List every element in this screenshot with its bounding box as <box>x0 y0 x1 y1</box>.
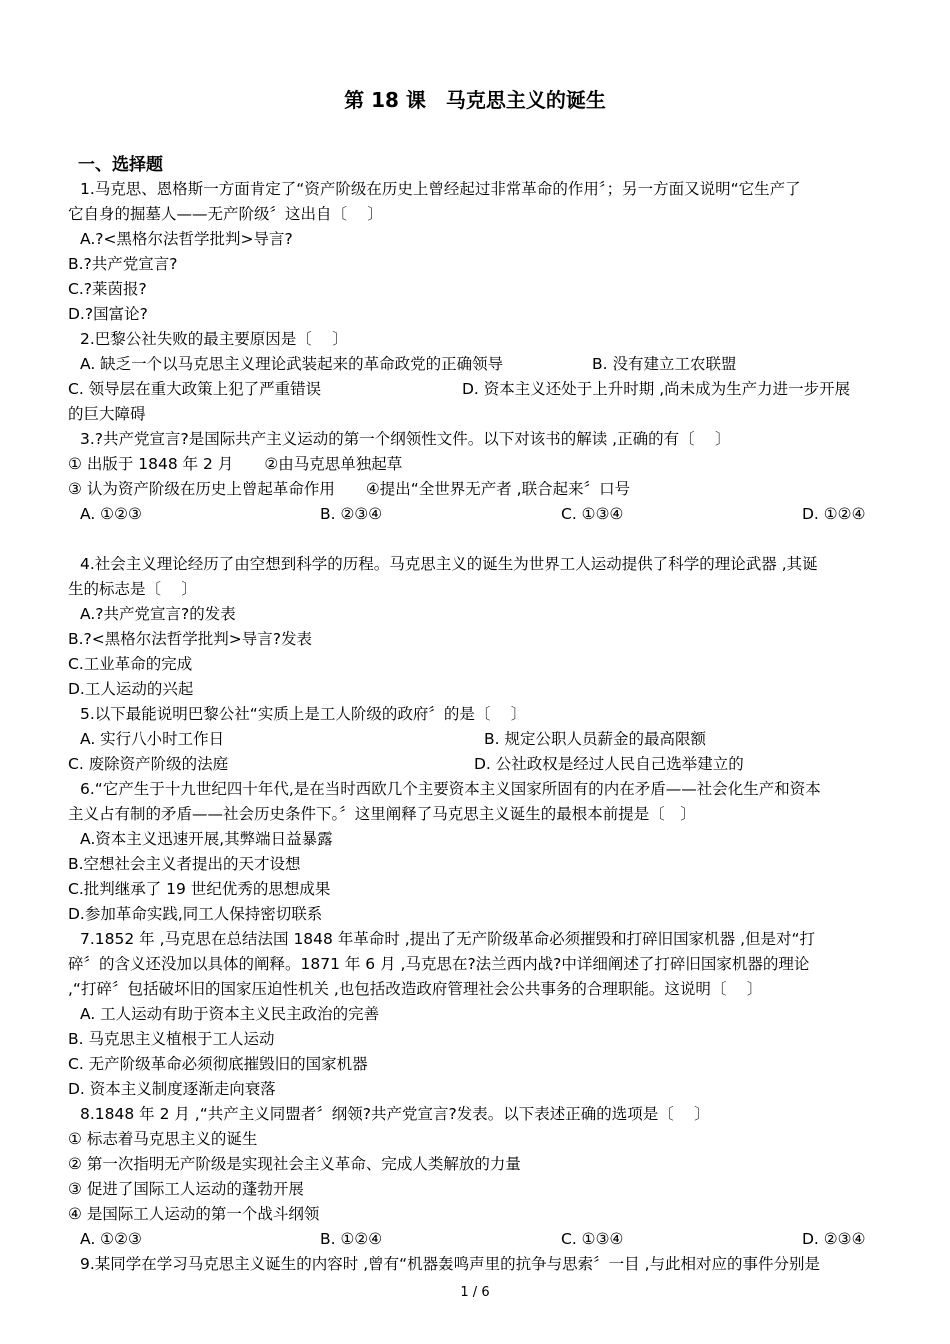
text-line: A. 工人运动有助于资本主义民主政治的完善 <box>80 1005 380 1023</box>
text-line: 碎〞的含义还没加以具体的阐释。1871 年 6 月 ,马克思在?法兰西内战?中详细阐述了打碎旧国家机器的理论 <box>68 955 810 973</box>
text-line: D. 资本主义制度逐渐走向衰落 <box>68 1080 276 1098</box>
answer-option: C. ①③④ <box>561 1230 624 1248</box>
text-line: C. 无产阶级革命必须彻底摧毁旧的国家机器 <box>68 1055 368 1073</box>
text-line: D. 资本主义还处于上升时期 ,尚未成为生产力进一步开展 <box>462 380 851 398</box>
answer-option: D. ②③④ <box>802 1230 866 1248</box>
text-line: 4.社会主义理论经历了由空想到科学的历程。马克思主义的诞生为世界工人运动提供了科学的理论武器 ,其诞 <box>80 555 818 573</box>
text-line: 6.“它产生于十九世纪四十年代,是在当时西欧几个主要资本主义国家所固有的内在矛盾——社会化生产和资本 <box>80 780 821 798</box>
text-line: B.空想社会主义者提出的天才设想 <box>68 855 301 873</box>
text-line: B. 规定公职人员薪金的最高限额 <box>484 730 706 748</box>
text-line: B.?<黑格尔法哲学批判>导言?发表 <box>68 630 312 648</box>
text-line: A.资本主义迅速开展,其弊端日益暴露 <box>80 830 333 848</box>
text-line: ,“打碎〞包括破坏旧的国家压迫性机关 ,也包括改造政府管理社会公共事务的合理职能。这说明〔 〕 <box>68 980 763 998</box>
text-line: 9.某同学在学习马克思主义诞生的内容时 ,曾有“机器轰鸣声里的抗争与思索〞一目 ,与此相对应的事件分别是 <box>80 1255 821 1273</box>
text-line: B. 没有建立工农联盟 <box>592 355 737 373</box>
text-line: A. 实行八小时工作日 <box>80 730 225 748</box>
text-line: 生的标志是〔 〕 <box>68 580 197 598</box>
text-line: B. 马克思主义植根于工人运动 <box>68 1030 275 1048</box>
text-line: D.参加革命实践,同工人保持密切联系 <box>68 905 323 923</box>
section-heading: 一、选择题 <box>78 155 163 175</box>
answer-option: B. ①②④ <box>320 1230 383 1248</box>
text-line: A. 缺乏一个以马克思主义理论武装起来的革命政党的正确领导 <box>80 355 504 373</box>
text-line: 7.1852 年 ,马克思在总结法国 1848 年革命时 ,提出了无产阶级革命必须摧毁和打碎旧国家机器 ,但是对“打 <box>80 930 816 948</box>
text-line: 5.以下最能说明巴黎公社“实质上是工人阶级的政府〞的是〔 〕 <box>80 705 527 723</box>
text-line: D. 公社政权是经过人民自己选举建立的 <box>474 755 744 773</box>
text-line: C.批判继承了 19 世纪优秀的思想成果 <box>68 880 331 898</box>
text-line: C. 领导层在重大政策上犯了严重错误 <box>68 380 322 398</box>
answer-option: A. ①②③ <box>80 1230 142 1248</box>
text-line: ③ 促进了国际工人运动的蓬勃开展 <box>68 1180 304 1198</box>
text-line: ② 第一次指明无产阶级是实现社会主义革命、完成人类解放的力量 <box>68 1155 521 1173</box>
text-line: ① 标志着马克思主义的诞生 <box>68 1130 258 1148</box>
text-line: ① 出版于 1848 年 2 月 ②由马克思单独起草 <box>68 455 403 473</box>
text-line: A.?<黑格尔法哲学批判>导言? <box>80 230 293 248</box>
answer-option: C. ①③④ <box>561 505 624 523</box>
text-line: 2.巴黎公社失败的最主要原因是〔 〕 <box>80 330 348 348</box>
text-line: 的巨大障碍 <box>68 405 146 423</box>
text-line: D.?国富论? <box>68 305 148 323</box>
text-line: 主义占有制的矛盾——社会历史条件下。〞这里阐释了马克思主义诞生的最根本前提是〔 〕 <box>68 805 696 823</box>
page-number: 1 / 6 <box>460 1285 490 1300</box>
text-line: A.?共产党宣言?的发表 <box>80 605 236 623</box>
text-line: ④ 是国际工人运动的第一个战斗纲领 <box>68 1205 320 1223</box>
text-line: B.?共产党宣言? <box>68 255 178 273</box>
text-line: 1.马克思、恩格斯一方面肯定了“资产阶级在历史上曾经起过非常革命的作用〞；另一方面又说明“它生产了 <box>80 180 801 198</box>
text-line: C.?莱茵报? <box>68 280 147 298</box>
text-line: ③ 认为资产阶级在历史上曾起革命作用 ④提出“全世界无产者 ,联合起来〞口号 <box>68 480 631 498</box>
answer-option: A. ①②③ <box>80 505 142 523</box>
answer-option: B. ②③④ <box>320 505 383 523</box>
page-title: 第 18 课 马克思主义的诞生 <box>344 88 606 112</box>
text-line: D.工人运动的兴起 <box>68 680 194 698</box>
answer-option: D. ①②④ <box>802 505 866 523</box>
text-line: C.工业革命的完成 <box>68 655 193 673</box>
text-line: 3.?共产党宣言?是国际共产主义运动的第一个纲领性文件。以下对该书的解读 ,正确的有〔 〕 <box>80 430 731 448</box>
text-line: C. 废除资产阶级的法庭 <box>68 755 229 773</box>
text-line: 它自身的掘墓人——无产阶级〞这出自〔 〕 <box>68 205 383 223</box>
text-line: 8.1848 年 2 月 ,“共产主义同盟者〞纲领?共产党宣言?发表。以下表述正确的选项是〔 〕 <box>80 1105 710 1123</box>
